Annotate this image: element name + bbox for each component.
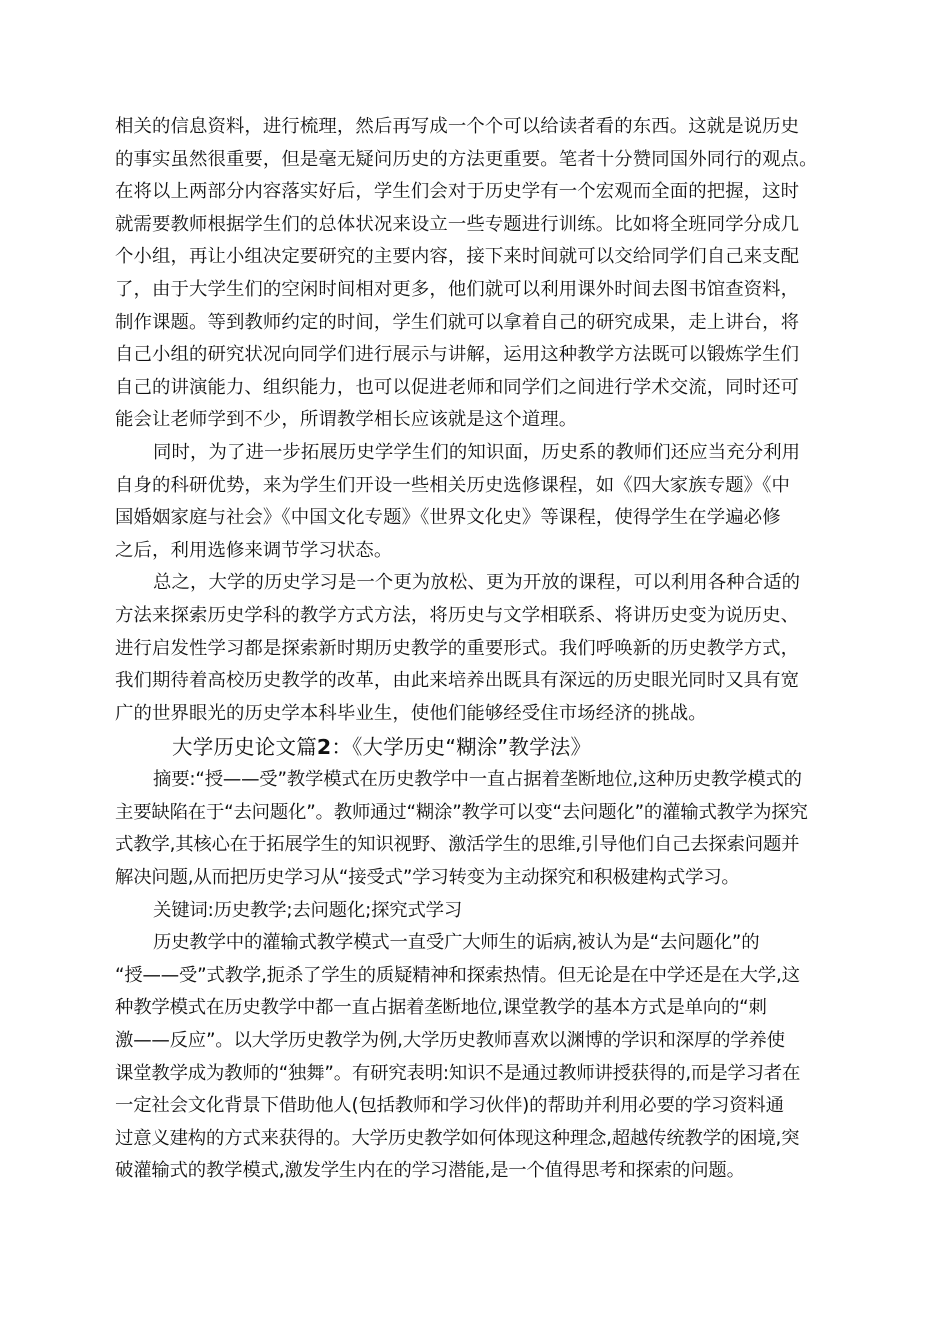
heading-prefix: 大学历史论文篇: [172, 735, 317, 760]
paragraph-electives: [115, 437, 840, 567]
text-line: “授——受”式教学,扼杀了学生的质疑精神和探索热情。但无论是在中学还是在大学,这: [115, 964, 800, 986]
text-line: 过意义建构的方式来获得的。大学历史教学如何体现这种理念,超越传统教学的困境,突: [115, 1127, 800, 1149]
abstract: [115, 764, 840, 894]
text-line: 自己的讲演能力、组织能力，也可以促进老师和同学们之间进行学术交流，同时还可: [115, 376, 800, 398]
paragraph-conclusion: [115, 567, 840, 730]
text-line: 国婚姻家庭与社会》《中国文化专题》《世界文化史》等课程，使得学生在学遍必修: [115, 507, 781, 529]
text-line: 同时，为了进一步拓展历史学学生们的知识面，历史系的教师们还应当充分利用: [153, 441, 801, 463]
text-line: 相关的信息资料，进行梳理，然后再写成一个个可以给读者看的东西。这就是说历史: [115, 116, 800, 137]
text-line: 摘要:“授——受”教学模式在历史教学中一直占据着垄断地位,这种历史教学模式的: [153, 769, 802, 791]
text-line: 方法来探索历史学科的教学方式方法，将历史与文学相联系、将讲历史变为说历史、: [115, 604, 800, 626]
text-line: 广的世界眼光的历史学本科毕业生，使他们能够经受住市场经济的挑战。: [115, 702, 707, 724]
text-line: 我们期待着高校历史教学的改革，由此来培养出既具有深远的历史眼光同时又具有宽: [115, 670, 800, 692]
heading-number: 2: [316, 735, 332, 760]
text-line: 主要缺陷在于“去问题化”。教师通过“糊涂”教学可以变“去问题化”的灌输式教学为探究: [115, 801, 808, 823]
text-line: 的事实虽然很重要，但是毫无疑问历史的方法更重要。笔者十分赞同国外同行的观点。: [115, 148, 818, 170]
text-line: 总之，大学的历史学习是一个更为放松、更为开放的课程，可以利用各种合适的: [153, 572, 801, 594]
text-line: 在将以上两部分内容落实好后，学生们会对于历史学有一个宏观而全面的把握，这时: [115, 181, 800, 203]
text-line: 个小组，再让小组决定要研究的主要内容，接下来时间就可以交给同学们自己来支配: [115, 246, 800, 268]
text-line: 一定社会文化背景下借助他人(包括教师和学习伙伴)的帮助并利用必要的学习资料通: [115, 1095, 784, 1117]
text-line: 了，由于大学生们的空闲时间相对更多，他们就可以利用课外时间去图书馆查资料，: [115, 278, 800, 300]
text-line: 自己小组的研究状况向同学们进行展示与讲解，运用这种教学方法既可以锻炼学生们: [115, 344, 800, 366]
heading-title: ：《大学历史“糊涂”教学法》: [331, 735, 592, 760]
text-line: 制作课题。等到教师约定的时间，学生们就可以拿着自己的研究成果，走上讲台，将: [115, 311, 800, 333]
text-line: 式教学,其核心在于拓展学生的知识视野、激活学生的思维,引导他们自己去探索问题并: [115, 834, 800, 856]
text-line: 种教学模式在历史教学中都一直占据着垄断地位,课堂教学的基本方式是单向的“刺: [115, 997, 767, 1019]
text-line: 之后，利用选修来调节学习状态。: [115, 539, 393, 561]
text-line: 历史教学中的灌输式教学模式一直受广大师生的诟病,被认为是“去问题化”的: [153, 932, 760, 954]
text-line: 就需要教师根据学生们的总体状况来设立一些专题进行训练。比如将全班同学分成几: [115, 213, 800, 235]
text-line: 自身的科研优势，来为学生们开设一些相关历史选修课程，如《四大家族专题》《中: [115, 474, 790, 496]
document-body: [115, 111, 840, 1188]
text-line: 激——反应”。以大学历史教学为例,大学历史教师喜欢以渊博的学识和深厚的学养使: [115, 1030, 785, 1052]
text-line: 能会让老师学到不少，所谓教学相长应该就是这个道理。: [115, 409, 578, 431]
text-line: 破灌输式的教学模式,激发学生内在的学习潜能,是一个值得思考和探索的问题。: [115, 1160, 745, 1182]
paragraph-body: [115, 927, 840, 1188]
text-line: 进行启发性学习都是探索新时期历史教学的重要形式。我们呼唤新的历史教学方式，: [115, 637, 800, 659]
section-heading: [115, 730, 840, 764]
keywords: 关键词:历史教学;去问题化;探究式学习: [153, 899, 463, 921]
text-line: 解决问题,从而把历史学习从“接受式”学习转变为主动探究和积极建构式学习。: [115, 867, 740, 889]
section-2: [115, 764, 840, 1188]
text-line: 课堂教学成为教师的“独舞”。有研究表明:知识不是通过教师讲授获得的,而是学习者在: [115, 1062, 801, 1084]
paragraph-continuation: [115, 111, 840, 437]
